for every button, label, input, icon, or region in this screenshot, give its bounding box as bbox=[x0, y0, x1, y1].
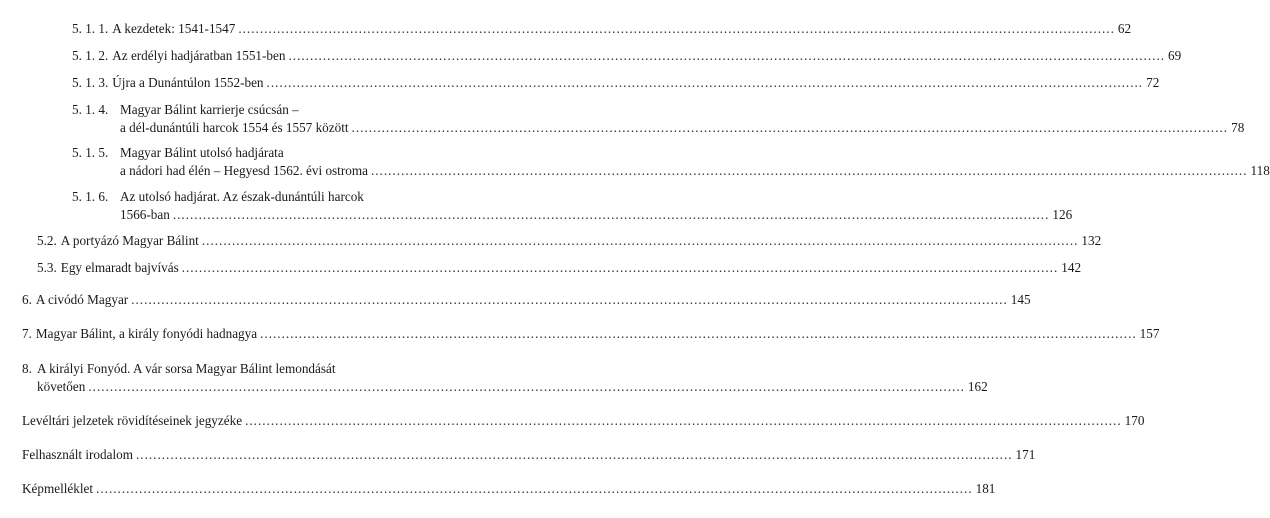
toc-page-number: 157 bbox=[1139, 326, 1160, 341]
toc-leader-dots bbox=[202, 232, 1079, 250]
toc-leader-dots bbox=[238, 20, 1115, 38]
toc-page-number: 78 bbox=[1231, 120, 1245, 135]
toc-title-line-1: Magyar Bálint karrierje csúcsán – bbox=[120, 102, 299, 117]
toc-page-number: 162 bbox=[967, 379, 988, 394]
toc-leader-dots bbox=[245, 412, 1122, 430]
toc-title: Újra a Dunántúlon 1552-ben bbox=[112, 75, 264, 90]
toc-leader-dots bbox=[182, 259, 1059, 277]
toc-title-line-2: 1566-ban bbox=[120, 207, 170, 222]
toc-page-number: 62 bbox=[1117, 21, 1132, 36]
toc-leader-dots bbox=[96, 480, 973, 498]
toc-leader-dots bbox=[267, 74, 1144, 92]
toc-entry-archival-abbreviations bbox=[22, 412, 1145, 430]
toc-leader-dots bbox=[288, 47, 1165, 65]
toc-title-line-1: Az utolsó hadjárat. Az észak-dunántúli harcok bbox=[120, 189, 364, 204]
toc-title-line-2: a dél-dunántúli harcok 1554 és 1557 között bbox=[120, 120, 349, 135]
toc-title-line-2: a nádori had élén – Hegyesd 1562. évi ostroma bbox=[120, 163, 368, 178]
toc-number: 5. 1. 4. bbox=[72, 102, 109, 117]
toc-number: 8. bbox=[22, 361, 32, 376]
toc-title: Felhasznált irodalom bbox=[22, 447, 133, 462]
toc-number: 7. bbox=[22, 326, 32, 341]
toc-page-number: 118 bbox=[1250, 163, 1270, 178]
toc-number: 5. 1. 3. bbox=[72, 75, 109, 90]
toc-page-number: 170 bbox=[1124, 413, 1145, 428]
toc-leader-dots bbox=[131, 291, 1008, 309]
toc-number: 5.2. bbox=[37, 233, 57, 248]
toc-number: 5. 1. 1. bbox=[72, 21, 109, 36]
toc-page-number: 171 bbox=[1015, 447, 1036, 462]
toc-title-line-2: követően bbox=[37, 379, 86, 394]
toc-leader-dots bbox=[371, 162, 1248, 180]
toc-number: 5. 1. 2. bbox=[72, 48, 109, 63]
toc-title: Egy elmaradt bajvívás bbox=[60, 260, 179, 275]
toc-leader-dots bbox=[88, 378, 965, 396]
toc-page-number: 145 bbox=[1010, 292, 1031, 307]
toc-title: A kezdetek: 1541-1547 bbox=[112, 21, 236, 36]
toc-title: A civódó Magyar bbox=[35, 292, 129, 307]
toc-entry-5-3 bbox=[37, 259, 1082, 277]
toc-number: 5. 1. 5. bbox=[72, 145, 109, 160]
toc-title: A portyázó Magyar Bálint bbox=[60, 233, 199, 248]
toc-entry-5-1-1 bbox=[72, 20, 1132, 38]
toc-entry-5-1-2 bbox=[72, 47, 1182, 65]
toc-title-line-1: A királyi Fonyód. A vár sorsa Magyar Bálint lemondását bbox=[37, 361, 336, 376]
toc-entry-6 bbox=[22, 291, 1031, 309]
toc-title-line-1: Magyar Bálint utolsó hadjárata bbox=[120, 145, 284, 160]
toc-title: Az erdélyi hadjáratban 1551-ben bbox=[112, 48, 286, 63]
toc-entry-5-1-6 bbox=[72, 188, 1073, 224]
toc-entry-5-2 bbox=[37, 232, 1102, 250]
toc-number: 5.3. bbox=[37, 260, 57, 275]
toc-page-number: 132 bbox=[1081, 233, 1102, 248]
toc-leader-dots bbox=[352, 119, 1229, 137]
toc-page-number: 69 bbox=[1168, 48, 1182, 63]
toc-leader-dots bbox=[136, 446, 1013, 464]
toc-page-number: 142 bbox=[1061, 260, 1082, 275]
toc-entry-image-appendix bbox=[22, 480, 996, 498]
toc-entry-7 bbox=[22, 325, 1160, 343]
toc-number: 5. 1. 6. bbox=[72, 189, 109, 204]
toc-page-number: 181 bbox=[975, 481, 996, 496]
toc-title: Levéltári jelzetek rövidítéseinek jegyzéke bbox=[22, 413, 243, 428]
toc-page-number: 126 bbox=[1052, 207, 1073, 222]
toc-entry-5-1-4 bbox=[72, 101, 1245, 137]
toc-number: 6. bbox=[22, 292, 32, 307]
toc-entry-8 bbox=[22, 360, 988, 396]
toc-entry-5-1-3 bbox=[72, 74, 1160, 92]
toc-title: Magyar Bálint, a király fonyódi hadnagya bbox=[35, 326, 258, 341]
toc-entry-bibliography bbox=[22, 446, 1036, 464]
toc-leader-dots bbox=[260, 325, 1137, 343]
toc-title: Képmelléklet bbox=[22, 481, 94, 496]
toc-page-number: 72 bbox=[1146, 75, 1160, 90]
toc-entry-5-1-5 bbox=[72, 144, 1270, 180]
toc-leader-dots bbox=[173, 206, 1050, 224]
